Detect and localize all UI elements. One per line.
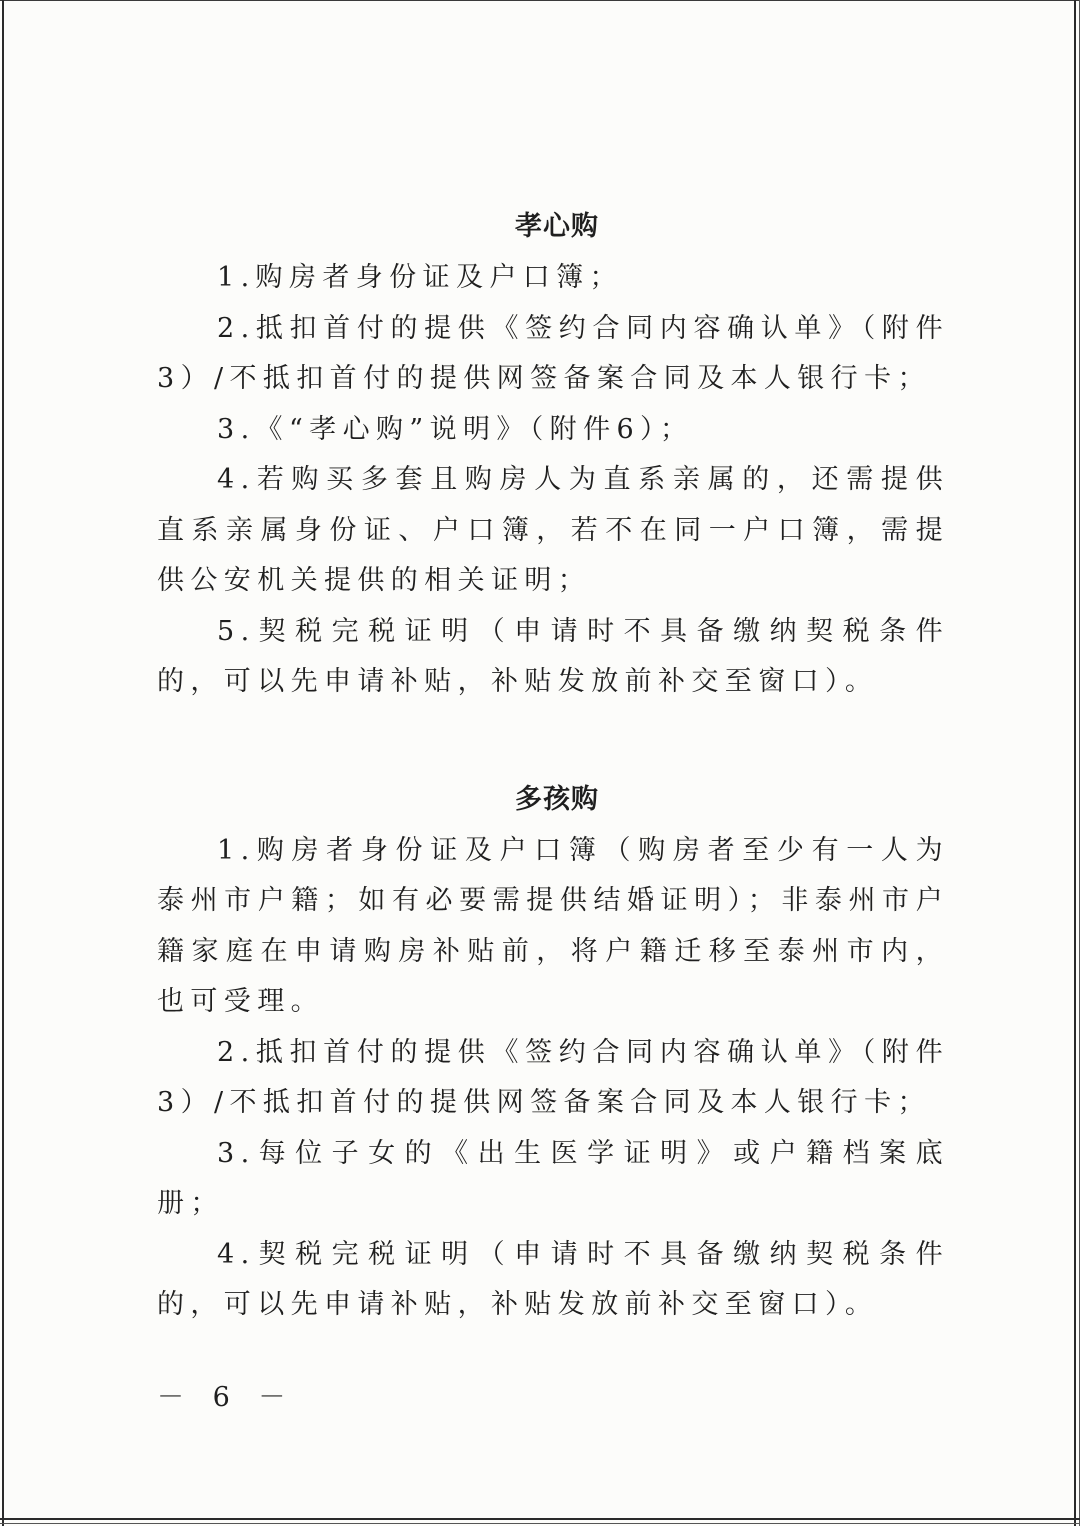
page-border-top <box>0 0 1080 1</box>
page-border-left <box>2 0 4 1526</box>
list-item: 1.购房者身份证及户口簿； <box>217 262 623 293</box>
section-title: 孝心购 <box>515 211 599 242</box>
list-item: 5.契税完税证明（申请时不具备缴纳契税条件的，可以先申请补贴，补贴发放前补交至窗口）。 <box>157 615 949 697</box>
document-body <box>157 205 949 1331</box>
page-number: － 6 － <box>157 1382 296 1413</box>
list-item: 3.每位子女的《出生医学证明》或户籍档案底册； <box>157 1137 949 1219</box>
page-border-bottom <box>0 1518 1080 1520</box>
list-item: 2.抵扣首付的提供《签约合同内容确认单》（附件3）/不抵扣首付的提供网签备案合同及本人银行卡； <box>157 312 949 394</box>
list-item: 3.《“孝心购”说明》（附件6）； <box>217 413 694 445</box>
section-xiaoxin <box>157 205 949 708</box>
section-spacer <box>157 708 949 778</box>
list-item: 1.购房者身份证及户口簿（购房者至少有一人为泰州市户籍；如有必要需提供结婚证明）；非泰州市户籍家庭在申请购房补贴前，将户籍迁移至泰州市内，也可受理。 <box>157 834 949 1017</box>
list-item: 2.抵扣首付的提供《签约合同内容确认单》（附件3）/不抵扣首付的提供网签备案合同及本人银行卡； <box>157 1036 949 1118</box>
page-border-bottom-inner <box>0 1523 1080 1524</box>
page-border-right <box>1074 0 1076 1526</box>
list-item: 4.若购买多套且购房人为直系亲属的，还需提供直系亲属身份证、户口簿，若不在同一户口簿，需提供公安机关提供的相关证明； <box>157 464 949 596</box>
section-title: 多孩购 <box>515 783 599 815</box>
list-item: 4.契税完税证明（申请时不具备缴纳契税条件的，可以先申请补贴，补贴发放前补交至窗口）。 <box>157 1238 949 1320</box>
section-duohai <box>157 778 949 1331</box>
